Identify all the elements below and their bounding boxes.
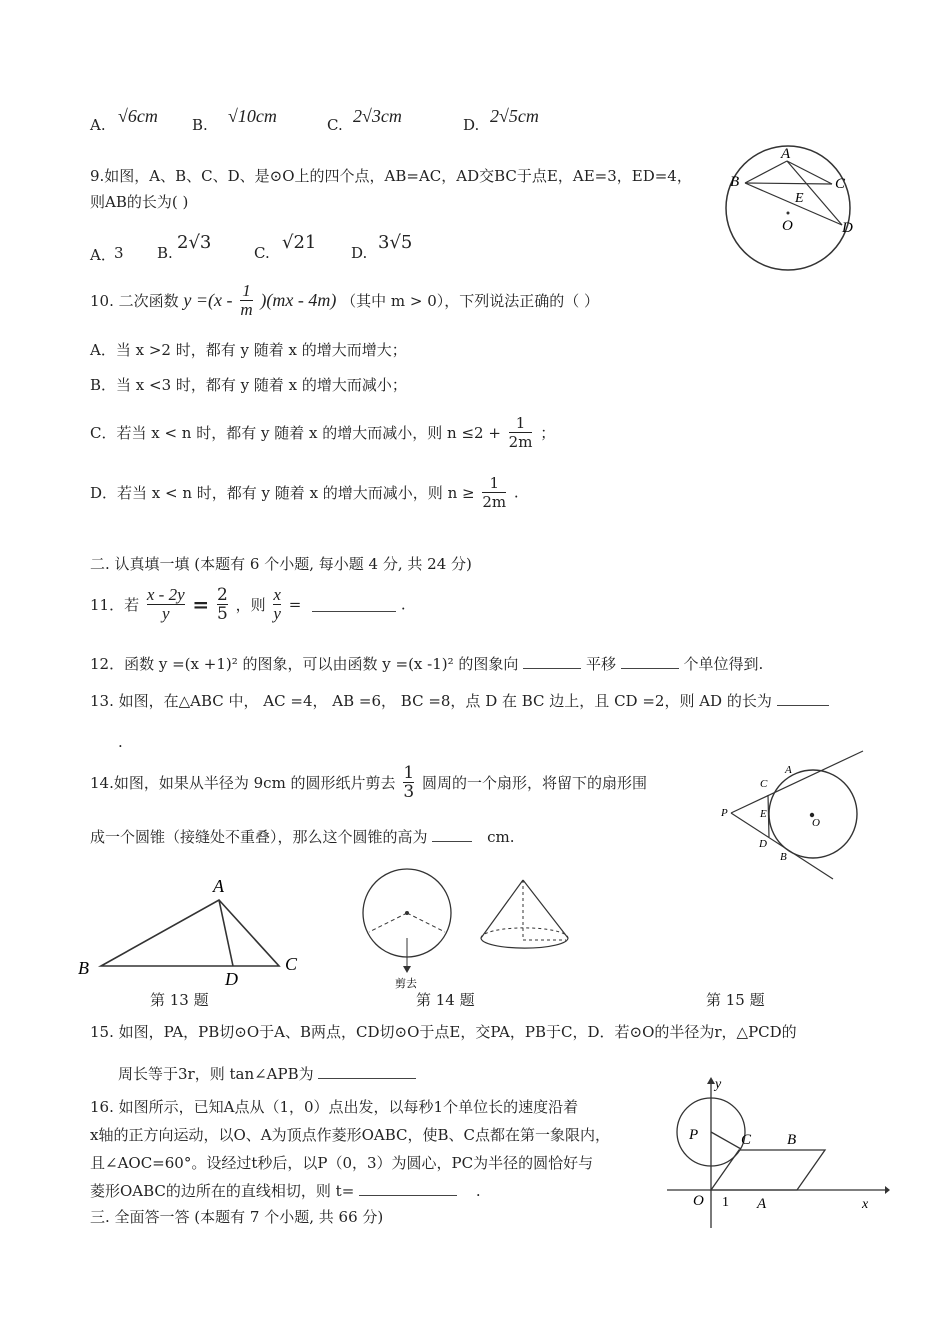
q15-label-p: P <box>721 807 728 819</box>
q14-frac-num: 1 <box>403 763 415 783</box>
q9-option-b-expr: 2√3 <box>177 232 212 253</box>
q11-frac2-den: 5 <box>216 604 228 624</box>
q13-answer-blank[interactable] <box>777 691 829 706</box>
q9-option-c-expr: √21 <box>282 232 317 253</box>
q14-line2a: 成一个圆锥（接缝处不重叠），那么这个圆锥的高为 <box>90 828 428 846</box>
q9-line1: 9.如图，A、B、C、D、是⊙O上的四个点，AB=AC，AD交BC于点E，AE=3，ED=4， <box>90 167 692 185</box>
q9-circle <box>726 146 850 270</box>
q9-option-a-label: A． <box>90 246 116 264</box>
q10-option-d-den: 2m <box>482 493 507 511</box>
q15-line2 <box>118 1063 416 1084</box>
q10-condition: （其中 m > 0），下列说法正确的（ ） <box>341 292 600 310</box>
q8-option-a-label: A. <box>90 116 106 134</box>
q16-label-p: P <box>689 1127 699 1143</box>
q10-option-c-frac <box>509 414 533 451</box>
q12-text2: 平移 <box>585 655 616 673</box>
caption-q14: 第 14 题 <box>416 991 475 1009</box>
q16-label-y: y <box>715 1077 722 1092</box>
q10-option-c-den: 2m <box>508 433 533 451</box>
q10-option-d-frac <box>482 474 506 511</box>
q10-frac <box>240 282 252 319</box>
q10-option-c-end: ； <box>540 424 556 442</box>
q16-line3: 且∠AOC=60°。设经过t秒后，以P（0，3）为圆心，PC为半径的圆恰好与 <box>90 1154 594 1172</box>
q14-cut-label: 剪去 <box>395 978 417 990</box>
q9-chord-bd <box>745 183 842 225</box>
q8-options <box>90 106 650 136</box>
q16-label-o: O <box>693 1193 704 1209</box>
q9-line2: 则AB的长为( ) <box>90 193 189 211</box>
q13-triangle <box>101 900 279 966</box>
q10-stem <box>90 282 599 324</box>
q16-label-c: C <box>741 1132 752 1148</box>
q15-label-a: A <box>785 764 792 776</box>
q16-segment-pc <box>711 1132 741 1149</box>
q8-option-a-expr: √6cm <box>118 106 158 126</box>
q10-option-c <box>90 414 555 451</box>
q12-text1: 12．函数 y =(x +1)² 的图象，可以由函数 y =(x -1)² 的图象向 <box>90 655 519 673</box>
q16-line1: 16. 如图所示，已知A点从（1，0）点出发，以每秒1个单位长的速度沿着 <box>90 1098 579 1116</box>
q9-label-a: A <box>781 146 791 162</box>
q13-label-d: D <box>225 969 238 989</box>
q9-option-b-label: B. <box>157 244 173 262</box>
section-2-heading: 二. 认真填一填 (本题有 6 个小题, 每小题 4 分, 共 24 分) <box>90 555 472 573</box>
q10-option-c-num: 1 <box>515 414 526 432</box>
q8-option-c-label: C. <box>327 116 343 134</box>
q14-frac <box>403 764 414 801</box>
q15-label-c: C <box>760 778 768 790</box>
q10-prefix: 10. 二次函数 <box>90 292 179 310</box>
q14-line2b: cm. <box>487 828 515 846</box>
q9-label-d: D <box>842 220 853 236</box>
q11-frac1 <box>147 586 185 623</box>
q14-figure <box>355 866 585 991</box>
q9-option-d-expr: 3√5 <box>378 232 413 253</box>
q10-func-right: )(mx - 4m) <box>260 290 337 310</box>
section-3-heading: 三. 全面答一答 (本题有 7 个小题, 共 66 分) <box>90 1208 384 1226</box>
q11-end: . <box>400 595 406 614</box>
q16-answer-blank[interactable] <box>359 1181 457 1196</box>
q9-label-b: B <box>730 174 740 190</box>
q13-label-c: C <box>285 954 298 974</box>
q14-arrow-head <box>403 966 411 973</box>
q10-option-b: B．当 x <3 时，都有 y 随着 x 的增大而减小； <box>90 376 407 394</box>
q9-label-e: E <box>795 191 804 206</box>
q13-text: 13. 如图，在△ABC 中， AC =4， AB =6， BC =8，点 D 在 BC 边上，且 CD =2，则 AD 的长为 <box>90 692 772 710</box>
q9-chord-ab <box>745 161 787 183</box>
q11-prefix: 11．若 <box>90 596 140 614</box>
q13-end: . <box>118 733 123 751</box>
q10-frac-den: m <box>240 300 253 319</box>
q15-line2a: 周长等于3r，则 tan∠APB为 <box>118 1065 314 1083</box>
q14-cone-base-back <box>481 928 568 938</box>
q14-line1 <box>90 764 647 801</box>
q12-direction-blank[interactable] <box>523 654 581 669</box>
q14-frac-den: 3 <box>403 782 415 802</box>
q11-frac3-den: y <box>273 604 281 623</box>
q15-label-e: E <box>760 808 767 820</box>
q9-option-d-label: D. <box>351 244 368 262</box>
q15-figure <box>715 745 870 885</box>
q15-answer-blank[interactable] <box>318 1064 416 1079</box>
q16-x-axis-arrow <box>885 1186 890 1194</box>
q11-equals: = <box>192 592 210 617</box>
q12 <box>90 653 763 674</box>
q11-frac1-num: x - 2y <box>146 585 185 604</box>
q10-option-c-text: C．若当 x < n 时，都有 y 随着 x 的增大而减小，则 n ≤2 + <box>90 424 501 442</box>
q15-label-d: D <box>759 838 767 850</box>
q13-segment-ad <box>219 900 233 966</box>
q9-option-a-expr: 3 <box>114 244 124 262</box>
q11-mid: ，则 <box>235 596 266 614</box>
q16-label-x: x <box>862 1197 869 1212</box>
q16-y-axis-arrow <box>707 1077 715 1084</box>
q10-option-d-text: D．若当 x < n 时，都有 y 随着 x 的增大而减小，则 n ≥ <box>90 484 475 502</box>
q11 <box>90 586 406 623</box>
q13-label-a: A <box>213 876 224 896</box>
q9-label-o: O <box>782 218 793 234</box>
q11-frac2-num: 2 <box>216 585 228 605</box>
q10-option-d <box>90 474 519 511</box>
q10-frac-num: 1 <box>242 281 251 300</box>
q16-label-a: A <box>757 1196 767 1212</box>
q10-option-a: A．当 x >2 时，都有 y 随着 x 的增大而增大； <box>90 341 407 359</box>
q14-line2 <box>90 826 514 847</box>
q9-figure <box>725 140 865 280</box>
q11-frac3-num: x <box>273 585 281 604</box>
q15-line1: 15. 如图，PA，PB切⊙O于A、B两点，CD切⊙O于点E，交PA，PB于C，D．若⊙O的半径为r，△PCD的 <box>90 1023 797 1041</box>
q10-option-d-num: 1 <box>489 474 499 492</box>
q11-suffix: = <box>288 595 302 614</box>
q8-option-c-expr: 2√3cm <box>353 106 402 126</box>
q14-prefix: 14.如图，如果从半径为 9cm 的圆形纸片剪去 <box>90 774 396 792</box>
q15-label-o: O <box>812 817 820 829</box>
q9-options <box>90 232 490 262</box>
q15-label-b: B <box>780 851 787 863</box>
q13-figure <box>75 872 310 992</box>
q16-label-b: B <box>787 1132 797 1148</box>
q8-option-b-expr: √10cm <box>228 106 277 126</box>
q16-rhombus <box>711 1150 825 1190</box>
q12-units-blank[interactable] <box>621 654 679 669</box>
q14-suffix: 圆周的一个扇形，将留下的扇形围 <box>421 774 647 792</box>
caption-q15: 第 15 题 <box>706 991 765 1009</box>
q16-line4 <box>90 1180 481 1201</box>
q9-label-c: C <box>835 176 846 192</box>
q14-center-dot <box>405 911 409 915</box>
q8-option-b-label: B. <box>192 116 208 134</box>
q11-frac2 <box>217 586 228 623</box>
q11-answer-blank[interactable] <box>312 597 396 612</box>
q16-line4-text: 菱形OABC的边所在的直线相切，则 t= <box>90 1182 355 1200</box>
q9-option-c-label: C. <box>254 244 270 262</box>
q13 <box>90 690 829 711</box>
q14-cut-line-2 <box>407 913 445 932</box>
q11-frac1-den: y <box>147 604 185 623</box>
q8-option-d-label: D. <box>463 116 480 134</box>
q9-chord-ac <box>787 161 832 184</box>
q8-option-d-expr: 2√5cm <box>490 106 539 126</box>
q16-figure <box>665 1072 890 1230</box>
q10-func-left: y =(x - <box>183 290 233 310</box>
q9-center-dot <box>787 212 790 215</box>
q16-end: . <box>475 1182 481 1200</box>
q14-answer-blank[interactable] <box>432 827 472 842</box>
q12-text3: 个单位得到. <box>683 655 764 673</box>
q14-cut-line-1 <box>369 913 407 932</box>
q13-label-b: B <box>78 958 89 978</box>
caption-q13: 第 13 题 <box>150 991 209 1009</box>
q16-label-one: 1 <box>722 1195 729 1210</box>
q11-frac3 <box>273 586 281 623</box>
q10-option-d-end: . <box>513 483 519 502</box>
q9-chord-bc <box>745 183 832 184</box>
q16-line2: x轴的正方向运动，以O、A为顶点作菱形OABC，使B、C点都在第一象限内， <box>90 1126 611 1144</box>
